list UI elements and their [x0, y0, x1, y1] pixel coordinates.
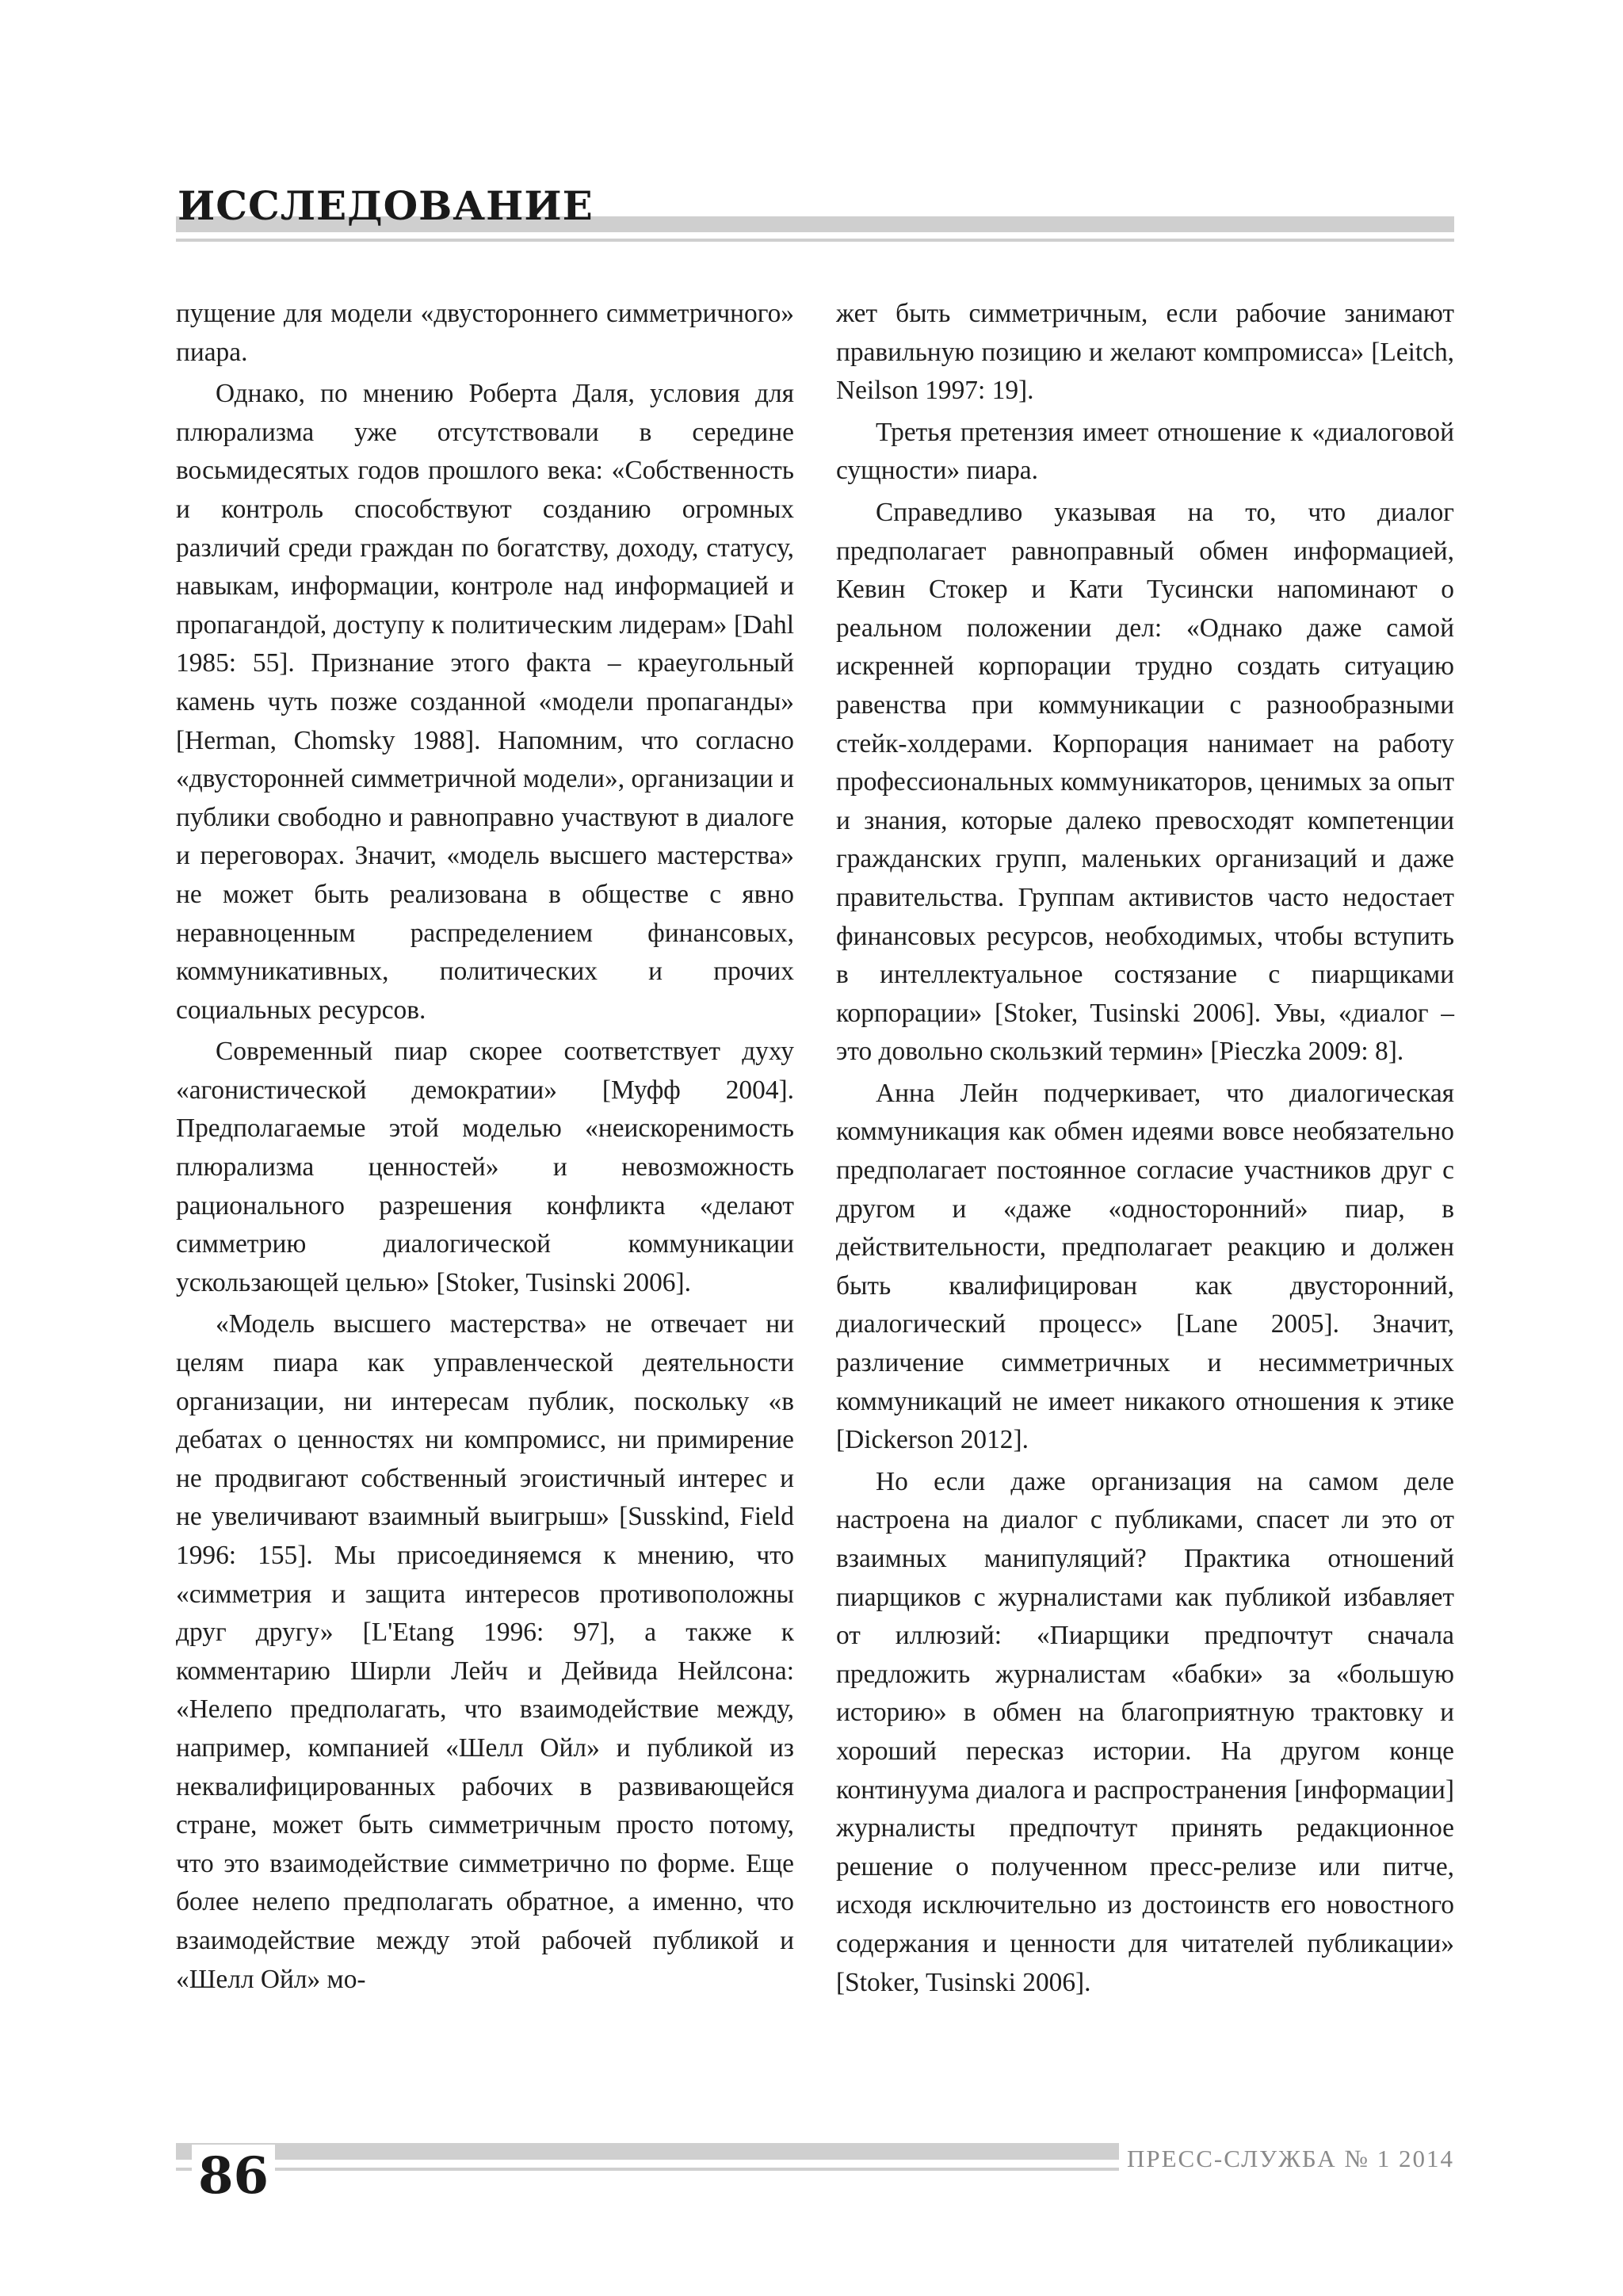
page-number: 86 — [192, 2145, 275, 2208]
paragraph: Справедливо указывая на то, что диалог предполагает равноправный обмен информацией, Кевин Стокер и Кати Тусински напоминают о реальном положении дел: «Однако даже самой искренней корпорации трудно создать ситуацию равенства при коммуникации с разнообразными стейк-холдерами. Корпорация нанимает на работу профессиональных коммуникаторов, ценимых за опыт и знания, которые далеко превосходят компетенции гражданских групп, маленьких организаций и даже правительства. Группам активистов часто недостает финансовых ресурсов, необходимых, чтобы вступить в интеллектуальное состязание с пиарщиками корпорации» [Stoker, Tusinski 2006]. Увы, «диалог – это довольно скользкий термин» [Pieczka 2009: 8]. — [836, 497, 1454, 1067]
page-header — [176, 181, 1454, 244]
section-title: ИССЛЕДОВАНИЕ — [178, 182, 594, 229]
paragraph: пущение для модели «двустороннего симметричного» пиара. — [176, 299, 794, 367]
paragraph: Третья претензия имеет отношение к «диалоговой сущности» пиара. — [836, 417, 1454, 486]
journal-issue: ПРЕСС-СЛУЖБА № 1 2014 — [1119, 2143, 1454, 2175]
paragraph: «Модель высшего мастерства» не отвечает ни целям пиара как управленческой деятельности организации, ни интересам публик, поскольку «в дебатах о ценностях ни компромисс, ни примирение не продвигают собственный эгоистичный интерес и не увеличивают взаимный выигрыш» [Susskind, Field 1996: 155]. Мы присоединяемся к мнению, что «симметрия и защита интересов противоположны друг другу» [L'Etang 1996: 97], а также к комментарию Ширли Лейч и Дейвида Нейлсона: «Нелепо предполагать, что взаимодействие между, например, компанией «Шелл Ойл» и публикой из неквалифицированных рабочих в развивающейся стране, может быть симметричным просто потому, что это взаимодействие симметрично по форме. Еще более нелепо предполагать обратное, а именно, что взаимодействие между этой рабочей публикой и «Шелл Ойл» мо- — [176, 1309, 794, 1994]
left-column — [176, 295, 794, 2002]
paragraph: Но если даже организация на самом деле настроена на диалог с публиками, спасет ли это от взаимных манипуляций? Практика отношений пиарщиков с журналистами как публикой избавляет от иллюзий: «Пиарщики предпочтут сначала предложить журналистам «бабки» за «большую историю» в обмен на благоприятную трактовку и хороший пересказ истории. На другом конце континуума диалога и распространения [информации] журналисты предпочтут принять редакционное решение о полученном пресс-релизе или питче, исходя исключительно из достоинств его новостного содержания и ценности для читателей публикации» [Stoker, Tusinski 2006]. — [836, 1466, 1454, 1997]
header-rule — [176, 239, 1454, 242]
paragraph: Анна Лейн подчеркивает, что диалогическая коммуникация как обмен идеями вовсе необязательно предполагает постоянное согласие участников друг с другом и «даже «односторонний» пиар, в действительности, предполагает реакцию и должен быть квалифицирован как двусторонний, диалогический процесс» [Lane 2005]. Значит, различение симметричных и несимметричных коммуникаций не имеет никакого отношения к этике [Dickerson 2012]. — [836, 1078, 1454, 1455]
right-column — [836, 295, 1454, 2005]
paragraph: жет быть симметричным, если рабочие занимают правильную позицию и желают компромисса» [Leitch, Neilson 1997: 19]. — [836, 299, 1454, 406]
page-footer — [176, 2143, 1454, 2238]
paragraph: Современный пиар скорее соответствует духу «агонистической демократии» [Муфф 2004]. Предполагаемые этой моделью «неискоренимость плюрализма ценностей» и невозможность рационального разрешения конфликта «делают симметрию диалогической коммуникации ускользающей целью» [Stoker, Tusinski 2006]. — [176, 1037, 794, 1297]
paragraph: Однако, по мнению Роберта Даля, условия для плюрализма уже отсутствовали в середине восьмидесятых годов прошлого века: «Собственность и контроль способствуют созданию огромных различий среди граждан по богатству, доходу, статусу, навыкам, информации, контроле над информацией и пропагандой, доступу к политическим лидерам» [Dahl 1985: 55]. Признание этого факта – краеугольный камень чуть позже созданной «модели пропаганды» [Herman, Chomsky 1988]. Напомним, что согласно «двусторонней симметричной модели», организации и публики свободно и равноправно участвуют в диалоге и переговорах. Значит, «модель высшего мастерства» не может быть реализована в обществе с явно неравноценным распределением финансовых, коммуникативных, политических и прочих социальных ресурсов. — [176, 379, 794, 1025]
